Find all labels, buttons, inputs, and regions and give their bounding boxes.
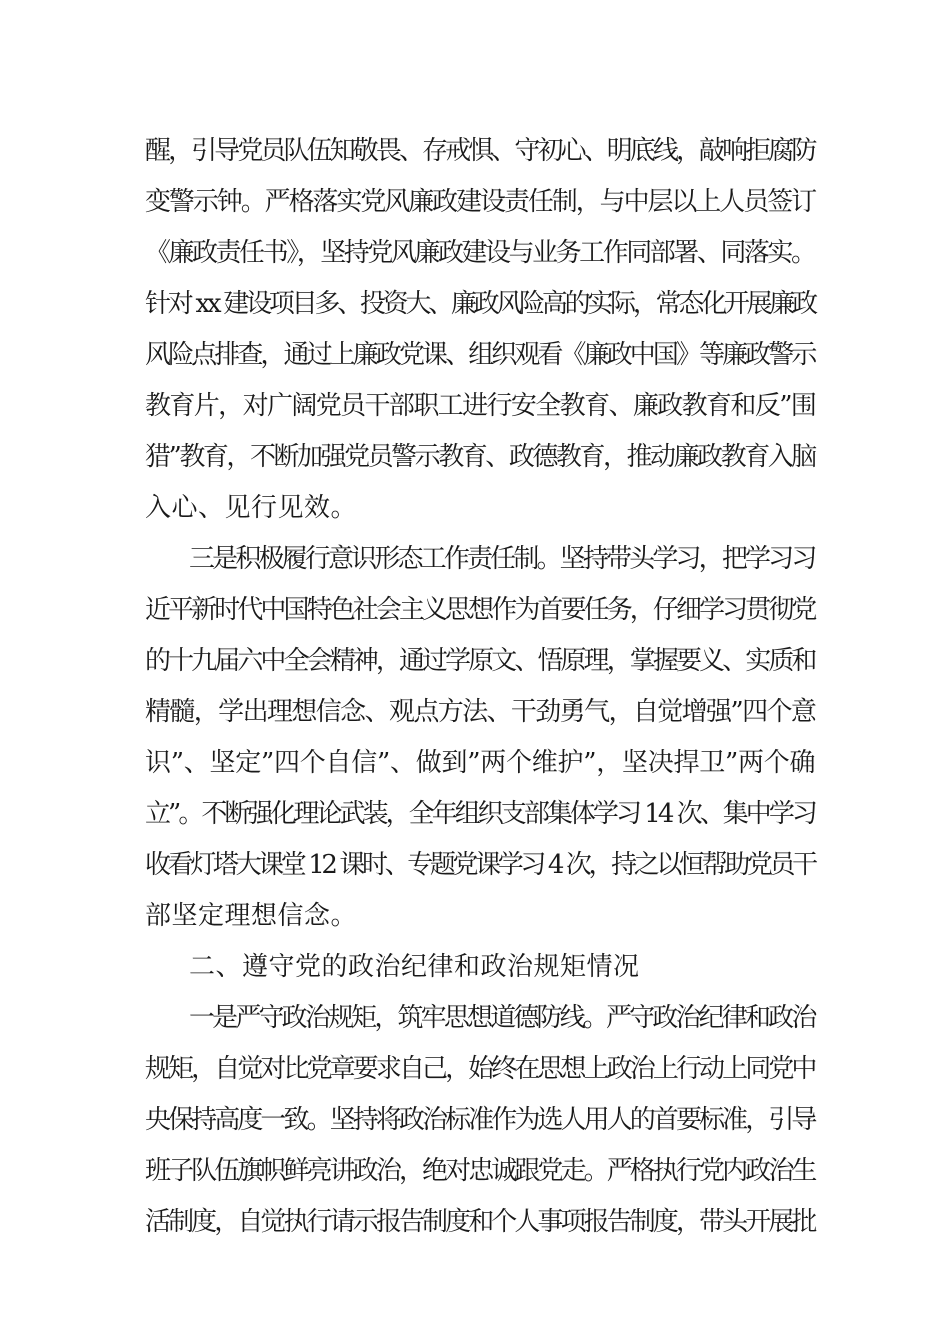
text-line: 精髓，学出理想信念、观点方法、干劲勇气，自觉增强”四个意 xyxy=(145,697,816,727)
text-line: 收看灯塔大课堂 12 课时、专题党课学习 4 次，持之以恒帮助党员干 xyxy=(145,850,815,880)
text-line: 识”、坚定”四个自信”、做到”两个维护”，坚决捍卫”两个确 xyxy=(145,748,816,778)
text-line: 活制度，自觉执行请示报告制度和个人事项报告制度，带头开展批 xyxy=(145,1207,815,1237)
document-body xyxy=(145,126,815,1248)
text-line: 教育片，对广阔党员干部职工进行安全教育、廉政教育和反”围 xyxy=(145,391,816,421)
text-line: 《廉政责任书》，坚持党风廉政建设与业务工作同部署、同落实。 xyxy=(145,238,815,268)
text-line: 班子队伍旗帜鲜亮讲政治，绝对忠诚跟党走。严格执行党内政治生 xyxy=(145,1156,815,1186)
text-line: 部坚定理想信念。 xyxy=(145,901,358,931)
section-heading: 二、遵守党的政治纪律和政治规矩情况 xyxy=(189,952,640,982)
paragraph-start-line: 一是严守政治规矩，筑牢思想道德防线。严守政治纪律和政治 xyxy=(189,1003,815,1033)
text-line: 的十九届六中全会精神，通过学原文、悟原理，掌握要义、实质和 xyxy=(145,646,815,676)
text-line: 针对 xx 建设项目多、投资大、廉政风险高的实际，常态化开展廉政 xyxy=(145,289,815,319)
text-line: 立”。不断强化理论武装，全年组织支部集体学习 14 次、集中学习 xyxy=(145,799,815,829)
text-line: 央保持高度一致。坚持将政治标准作为选人用人的首要标准，引导 xyxy=(145,1105,815,1135)
text-line: 入心、见行见效。 xyxy=(145,493,358,523)
text-line: 猎”教育，不断加强党员警示教育、政德教育，推动廉政教育入脑 xyxy=(145,442,815,472)
text-line: 规矩，自觉对比党章要求自己，始终在思想上政治上行动上同党中 xyxy=(145,1054,815,1084)
paragraph-start-line: 三是积极履行意识形态工作责任制。坚持带头学习，把学习习 xyxy=(189,544,815,574)
text-line: 风险点排查，通过上廉政党课、组织观看《廉政中国》等廉政警示 xyxy=(145,340,815,370)
text-line: 醒，引导党员队伍知敬畏、存戒惧、守初心、明底线，敲响拒腐防 xyxy=(145,136,815,166)
text-line: 变警示钟。严格落实党风廉政建设责任制，与中层以上人员签订 xyxy=(145,187,816,217)
text-line: 近平新时代中国特色社会主义思想作为首要任务，仔细学习贯彻党 xyxy=(145,595,815,625)
